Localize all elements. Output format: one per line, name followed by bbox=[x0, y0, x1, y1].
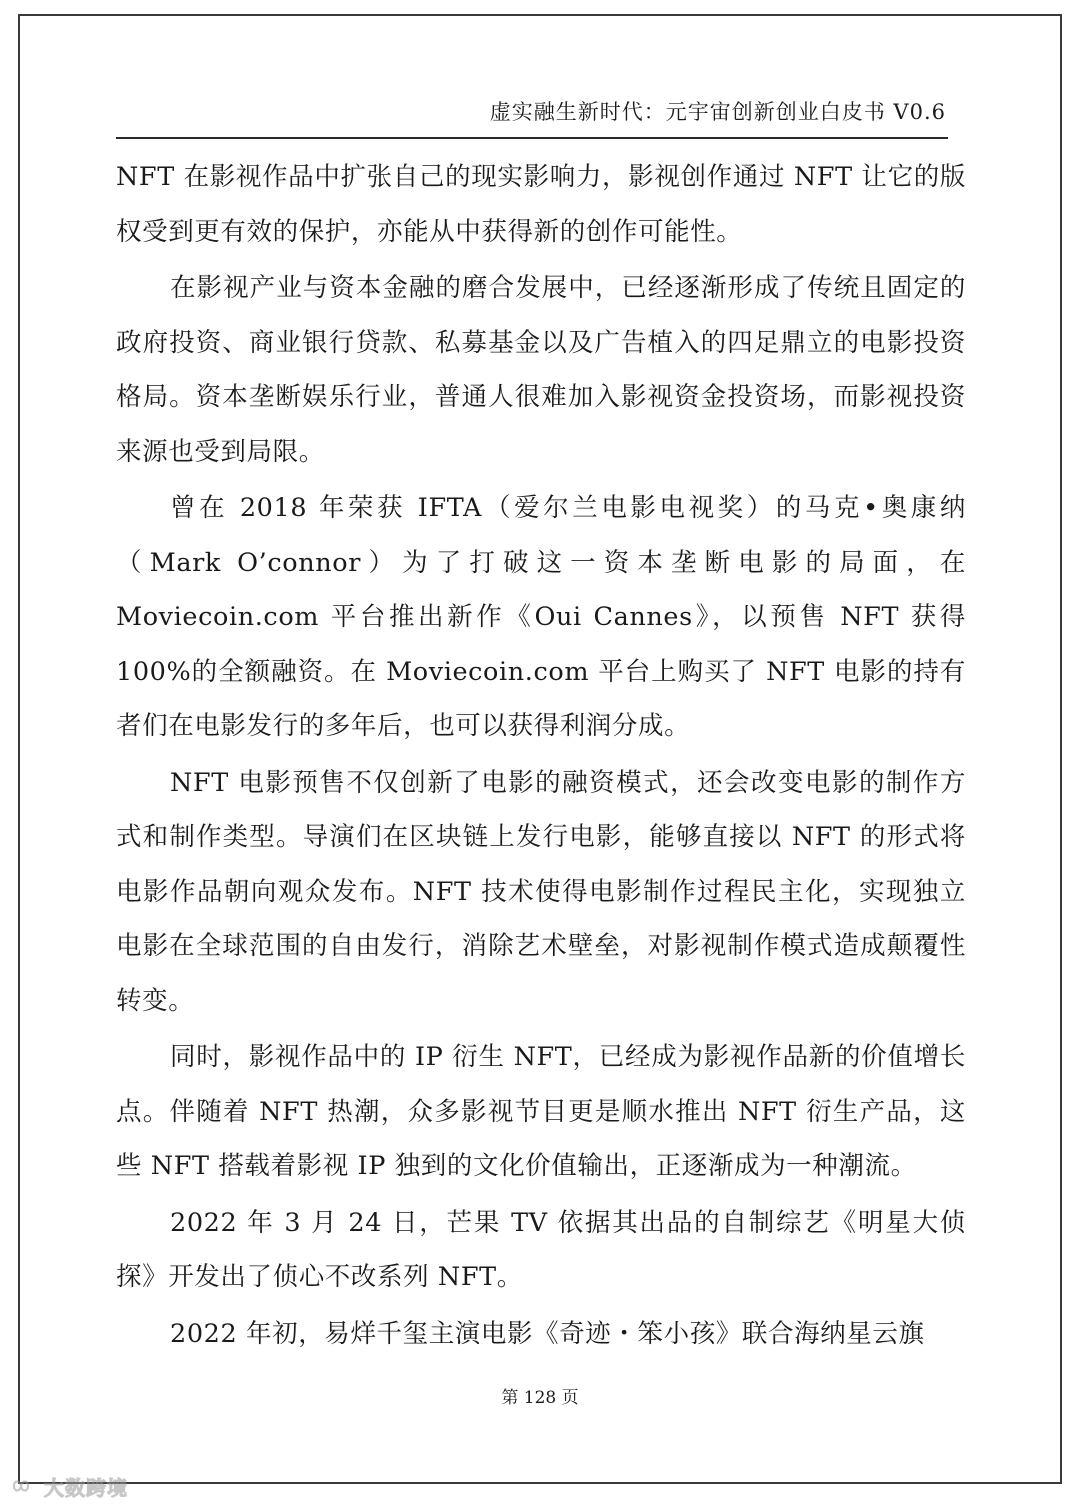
paragraph-7: 2022 年初，易烊千玺主演电影《奇迹・笨小孩》联合海纳星云旗 bbox=[170, 1318, 925, 1349]
watermark bbox=[6, 1472, 128, 1500]
paragraph-2: 在影视产业与资本金融的磨合发展中，已经逐渐形成了传统且固定的政府投资、商业银行贷款、私募基金以及广告植入的四足鼎立的电影投资格局。资本垄断娱乐行业，普通人很难加入影视资金投资场，而影视投资来源也受到局限。 bbox=[116, 273, 966, 467]
running-header: 虚实融生新时代：元宇宙创新创业白皮书 V0.6 bbox=[489, 100, 946, 124]
paragraph-5: 同时，影视作品中的 IP 衍生 NFT，已经成为影视作品新的价值增长点。伴随着 NFT 热潮，众多影视节目更是顺水推出 NFT 衍生产品，这些 NFT 搭载着影视 IP 独到的文化价值输出，正逐渐成为一种潮流。 bbox=[116, 1042, 966, 1181]
paragraph-1: NFT 在影视作品中扩张自己的现实影响力，影视创作通过 NFT 让它的版权受到更有效的保护，亦能从中获得新的创作可能性。 bbox=[116, 162, 966, 247]
header-rule bbox=[116, 137, 948, 139]
watermark-text: 大数跨境 bbox=[44, 1475, 128, 1500]
paragraph-6: 2022 年 3 月 24 日，芒果 TV 依据其出品的自制综艺《明星大侦探》开发出了侦心不改系列 NFT。 bbox=[116, 1207, 966, 1292]
infinity-logo-icon bbox=[6, 1476, 36, 1496]
page-number: 第 128 页 bbox=[501, 1388, 579, 1408]
paragraph-4: NFT 电影预售不仅创新了电影的融资模式，还会改变电影的制作方式和制作类型。导演们在区块链上发行电影，能够直接以 NFT 的形式将电影作品朝向观众发布。NFT 技术使得电影制作过程民主化，实现独立电影在全球范围的自由发行，消除艺术壁垒，对影视制作模式造成颠覆性转变。 bbox=[116, 767, 966, 1016]
paragraph-3: 曾在 2018 年荣获 IFTA（爱尔兰电影电视奖）的马克•奥康纳（Mark O’connor）为了打破这一资本垄断电影的局面，在 Moviecoin.com 平台推出新作《Oui Cannes》，以预售 NFT 获得 100%的全额融资。在 Moviecoin.com 平台上购买了 NFT 电影的持有者们在电影发行的多年后，也可以获得利润分成。 bbox=[116, 493, 966, 741]
body-text bbox=[116, 150, 966, 1363]
